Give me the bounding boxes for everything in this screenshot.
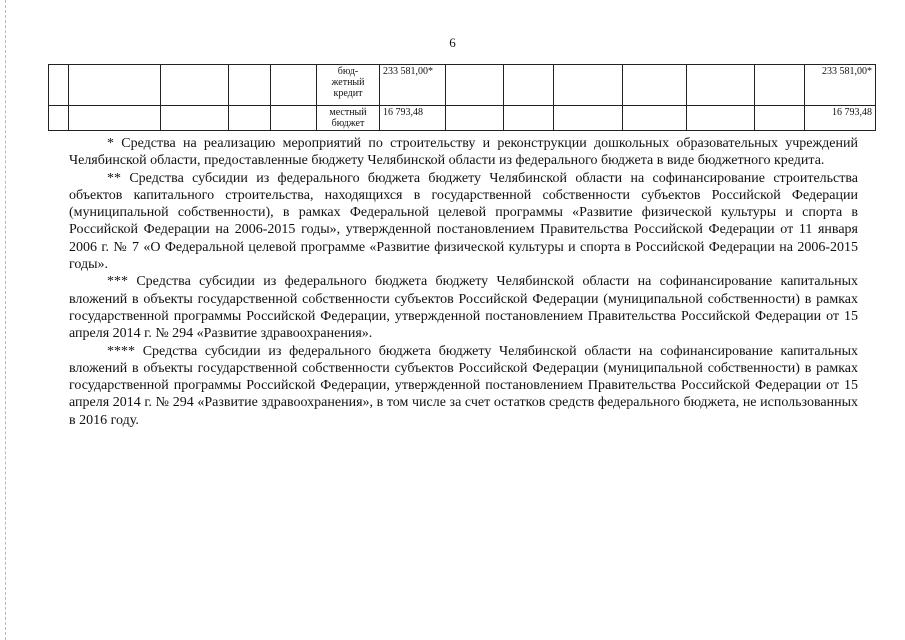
table-cell bbox=[161, 106, 229, 131]
table-cell bbox=[755, 65, 805, 106]
table-cell bbox=[271, 65, 317, 106]
funding-source-cell bbox=[317, 106, 380, 131]
table-cell bbox=[554, 65, 623, 106]
table-cell bbox=[554, 106, 623, 131]
footnote-4: **** Средства субсидии из федерального бюджета бюджету Челябинской области на софинансирование капитальных вложений в объекты государственной собственности субъектов Российской Федерации (муниципальной собственности) в рамках государственной программы Российской Федерации, утвержденной постановлением Правительства Российской Федерации от 15 апреля 2014 г. № 294 «Развитие здравоохранения», в том числе за счет остатков средств федерального бюджета, не использованных в 2016 году. bbox=[69, 343, 858, 428]
table-cell bbox=[49, 106, 69, 131]
table-cell bbox=[504, 65, 554, 106]
table-cell bbox=[623, 65, 687, 106]
amount-cell: 233 581,00* bbox=[380, 65, 446, 106]
table-cell bbox=[504, 106, 554, 131]
table-cell bbox=[229, 65, 271, 106]
funding-source-label: бюд- жетный кредит bbox=[331, 66, 365, 99]
table-cell bbox=[271, 106, 317, 131]
page-number: 6 bbox=[449, 35, 456, 50]
table-cell bbox=[69, 65, 161, 106]
table-cell bbox=[49, 65, 69, 106]
funding-source-cell bbox=[317, 65, 380, 106]
table-row bbox=[49, 65, 876, 106]
table-cell bbox=[687, 65, 755, 106]
amount-cell: 16 793,48 bbox=[380, 106, 446, 131]
table-cell bbox=[446, 106, 504, 131]
table-cell bbox=[161, 65, 229, 106]
total-cell: 233 581,00* bbox=[805, 65, 876, 106]
budget-table bbox=[48, 64, 876, 131]
footnotes bbox=[69, 135, 858, 429]
table-cell bbox=[446, 65, 504, 106]
table-cell bbox=[623, 106, 687, 131]
footnote-1: * Средства на реализацию мероприятий по строительству и реконструкции дошкольных образовательных учреждений Челябинской области, предоставленные бюджету Челябинской области из федерального бюджета в виде бюджетного кредита. bbox=[69, 136, 858, 169]
table-cell bbox=[755, 106, 805, 131]
total-cell: 16 793,48 bbox=[805, 106, 876, 131]
table-row bbox=[49, 106, 876, 131]
page-binding-edge bbox=[5, 0, 6, 640]
footnote-3: *** Средства субсидии из федерального бюджета бюджету Челябинской области на софинансирование капитальных вложений в объекты государственной собственности субъектов Российской Федерации (муниципальной собственности) в рамках государственной программы Российской Федерации, утвержденной постановлением Правительства Российской Федерации от 15 апреля 2014 г. № 294 «Развитие здравоохранения». bbox=[69, 274, 858, 342]
funding-source-label: местный бюджет bbox=[329, 107, 367, 129]
table-cell bbox=[69, 106, 161, 131]
table-cell bbox=[229, 106, 271, 131]
table-cell bbox=[687, 106, 755, 131]
footnote-2: ** Средства субсидии из федерального бюджета бюджету Челябинской области на софинансирование строительства объектов капитального строительства, находящихся в государственной собственности субъектов Российской Федерации (муниципальной собственности), в рамках Федеральной целевой программы «Развитие физической культуры и спорта в Российской Федерации на 2006-2015 годы», утвержденной постановлением Правительства Российской Федерации от 11 января 2006 г. № 7 «О Федеральной целевой программе «Развитие физической культуры и спорта в Российской Федерации на 2006-2015 годы». bbox=[69, 170, 858, 273]
